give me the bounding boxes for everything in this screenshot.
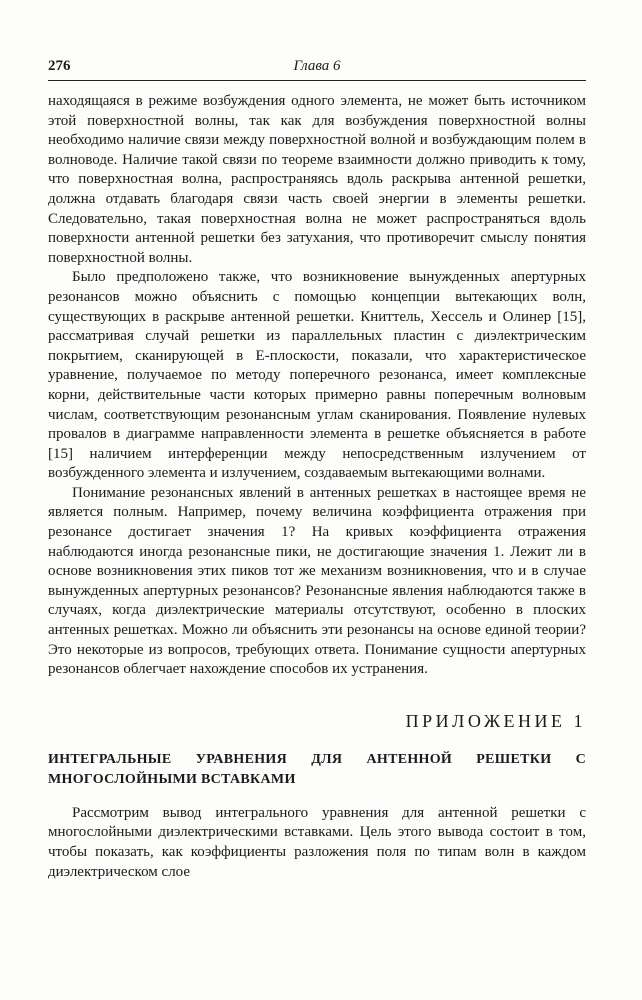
paragraph-appendix-intro: Рассмотрим вывод интегрального уравнения для антенной решетки с многослойными диэлектрическими вставками. Цель этого вывода состоит в том, чтобы показать, как коэффициенты разложения поля по типам волн в каждом диэлектрическом слое (48, 804, 586, 880)
paragraph-resonance-questions: Понимание резонансных явлений в антенных решетках в настоящее время не является полным. Например, почему величина коэффициента отражения при резонансе достигает значения 1? На кривых коэффициента отражения наблюдаются иногда резонансные пики, не достигающие значения 1. Лежит ли в основе возникновения этих пиков тот же механизм возникновения, что и в случае вынужденных апертурных резонансов? Резонансные явления наблюдаются также в случаях, когда диэлектрические материалы отсутствуют, особенно в плоских антенных решетках. Можно ли объяснить эти резонансы на основе единой теории? Это некоторые из вопросов, требующих ответа. Понимание сущности апертурных резонансов облегчает нахождение способов их устранения. (48, 484, 586, 678)
paragraph-leaky-waves: Было предположено также, что возникновение вынужденных апертурных резонансов можно объяснить с помощью концепции вытекающих волн, существующих в раскрыве антенной решетки. Книттель, Хессель и Олинер [15], рассматривая случай решетки из параллельных пластин с диэлектрическим покрытием, сканирующей в E-плоскости, показали, что характеристическое уравнение, получаемое по методу поперечного резонанса, имеет комплексные корни, действительные части которых примерно равны поперечным волновым числам, соответствующим резонансным углам сканирования. Появление нулевых провалов в диаграмме направленности элемента в решетке объясняется в работе [15] наличием интерференции между непосредственным излучением от возбужденного элемента и излучением, создаваемым вытекающими волнами. (48, 269, 586, 482)
page-number: 276 (48, 58, 71, 74)
page-header (48, 58, 586, 80)
running-head: Глава 6 (293, 58, 341, 74)
header-rule (48, 80, 586, 81)
section-heading: ИНТЕГРАЛЬНЫЕ УРАВНЕНИЯ ДЛЯ АНТЕННОЙ РЕШЕТКИ С МНОГОСЛОЙНЫМИ ВСТАВКАМИ (48, 751, 586, 787)
appendix-title: ПРИЛОЖЕНИЕ 1 (405, 710, 586, 731)
paragraph-continued: находящаяся в режиме возбуждения одного элемента, не может быть источником этой поверхностной волны, так как для возбуждения поверхностной волны необходимо наличие связи между поверхностной волной и возбуждающим полем в волноводе. Наличие такой связи по теореме взаимности должно приводить к тому, что поверхностная волна, распространяясь вдоль раскрыва антенной решетки, должна отдавать благодаря связи часть своей энергии в элементы решетки. Следовательно, такая поверхностная волна не может распространяться вдоль поверхности антенной решетки без затухания, что противоречит смыслу понятия поверхностной волны. (48, 93, 586, 266)
body-text (48, 92, 586, 882)
